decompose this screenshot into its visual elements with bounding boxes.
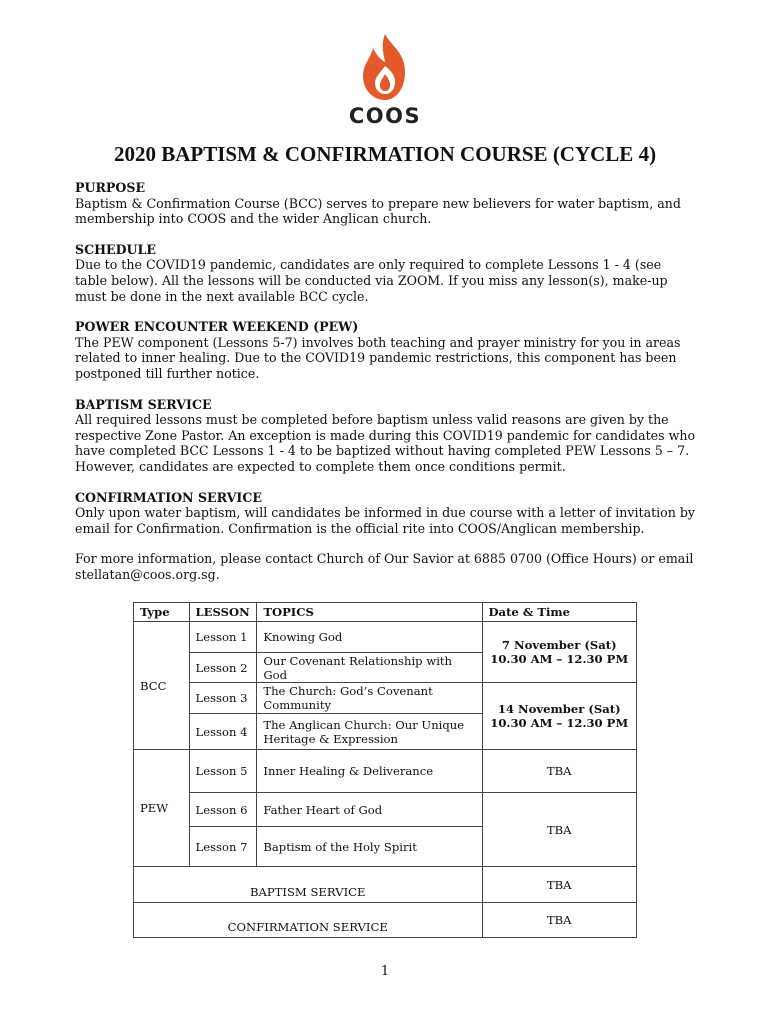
section-text: Baptism & Confirmation Course (BCC) serves to prepare new believers for water baptism, and membership into COOS and the wider Anglican church.	[75, 195, 681, 227]
time-line: 10.30 AM – 12.30 PM	[490, 652, 629, 666]
coos-logo	[345, 30, 425, 130]
contact-info: For more information, please contact Church of Our Savior at 6885 0700 (Office Hours) or email stellatan@coos.org.sg.	[75, 551, 694, 582]
section-heading: PURPOSE	[75, 180, 146, 195]
table-row	[134, 867, 637, 903]
section-pew	[75, 319, 697, 381]
header-lesson: LESSON	[189, 603, 257, 622]
page-number: 1	[380, 964, 390, 979]
table-header-row	[134, 603, 637, 622]
lesson-cell: Lesson 1	[189, 622, 257, 653]
date-cell-tba: TBA	[482, 867, 637, 903]
table-row	[134, 903, 637, 938]
date-cell-2	[482, 683, 637, 750]
schedule-table	[133, 602, 637, 938]
table-row	[134, 793, 637, 827]
section-schedule	[75, 242, 697, 304]
section-confirmation	[75, 490, 697, 537]
date-cell-tba: TBA	[482, 750, 637, 793]
section-heading: BAPTISM SERVICE	[75, 396, 212, 412]
header-topics: TOPICS	[257, 603, 482, 622]
date-cell-1	[482, 622, 637, 683]
header-type: Type	[134, 603, 190, 622]
lesson-cell: Lesson 7	[189, 827, 257, 867]
topic-cell: Inner Healing & Deliverance	[257, 750, 482, 793]
topic-cell: Father Heart of God	[257, 793, 482, 827]
section-heading: POWER ENCOUNTER WEEKEND (PEW)	[75, 319, 359, 335]
confirmation-service-cell: CONFIRMATION SERVICE	[134, 903, 483, 938]
topic-cell: The Anglican Church: Our Unique Heritage & Expression	[257, 714, 482, 750]
time-line: 10.30 AM – 12.30 PM	[490, 716, 629, 730]
section-text: The PEW component (Lessons 5-7) involves both teaching and prayer ministry for you in areas related to inner healing. Due to the COVID19 pandemic restrictions, this component has been postponed till further notice.	[75, 334, 681, 381]
section-text: Only upon water baptism, will candidates be informed in due course with a letter of invitation by email for Confirmation. Confirmation is the official rite into COOS/Anglican membership.	[75, 505, 696, 536]
date-line: 14 November (Sat)	[497, 702, 621, 716]
section-text: Due to the COVID19 pandemic, candidates are only required to complete Lessons 1 - 4 (see table below). All the lessons will be conducted via ZOOM. If you miss any lesson(s), make-up must be done in the next available BCC cycle.	[75, 257, 668, 304]
document-body	[75, 180, 697, 582]
group-pew: PEW	[134, 750, 190, 867]
date-cell-tba: TBA	[482, 903, 637, 938]
section-text: All required lessons must be completed before baptism unless valid reasons are given by the respective Zone Pastor. An exception is made during this COVID19 pandemic for candidates who have completed BCC Lessons 1 - 4 to be baptized without having completed PEW Lessons 5 – 7. However, candidates are expected to complete them once conditions permit.	[75, 412, 696, 474]
header-date: Date & Time	[482, 603, 637, 622]
topic-cell: The Church: God’s Covenant Community	[257, 683, 482, 714]
section-heading: CONFIRMATION SERVICE	[75, 489, 262, 505]
topic-cell: Our Covenant Relationship with God	[257, 653, 482, 683]
group-bcc: BCC	[134, 622, 190, 750]
table-row	[134, 750, 637, 793]
date-line: 7 November (Sat)	[501, 638, 617, 652]
topic-cell: Baptism of the Holy Spirit	[257, 827, 482, 867]
date-cell-tba: TBA	[482, 793, 637, 867]
section-baptism	[75, 397, 697, 475]
topic-cell: Knowing God	[257, 622, 482, 653]
lesson-cell: Lesson 2	[189, 653, 257, 683]
section-purpose	[75, 180, 697, 227]
flame-icon	[345, 30, 425, 104]
lesson-cell: Lesson 4	[189, 714, 257, 750]
lesson-cell: Lesson 6	[189, 793, 257, 827]
table-row	[134, 622, 637, 653]
page-title: 2020 BAPTISM & CONFIRMATION COURSE (CYCLE 4)	[113, 142, 657, 166]
logo-wordmark: COOS	[348, 104, 422, 128]
lesson-cell: Lesson 3	[189, 683, 257, 714]
table-row	[134, 683, 637, 714]
baptism-service-cell: BAPTISM SERVICE	[134, 867, 483, 903]
lesson-cell: Lesson 5	[189, 750, 257, 793]
section-heading: SCHEDULE	[75, 241, 156, 257]
